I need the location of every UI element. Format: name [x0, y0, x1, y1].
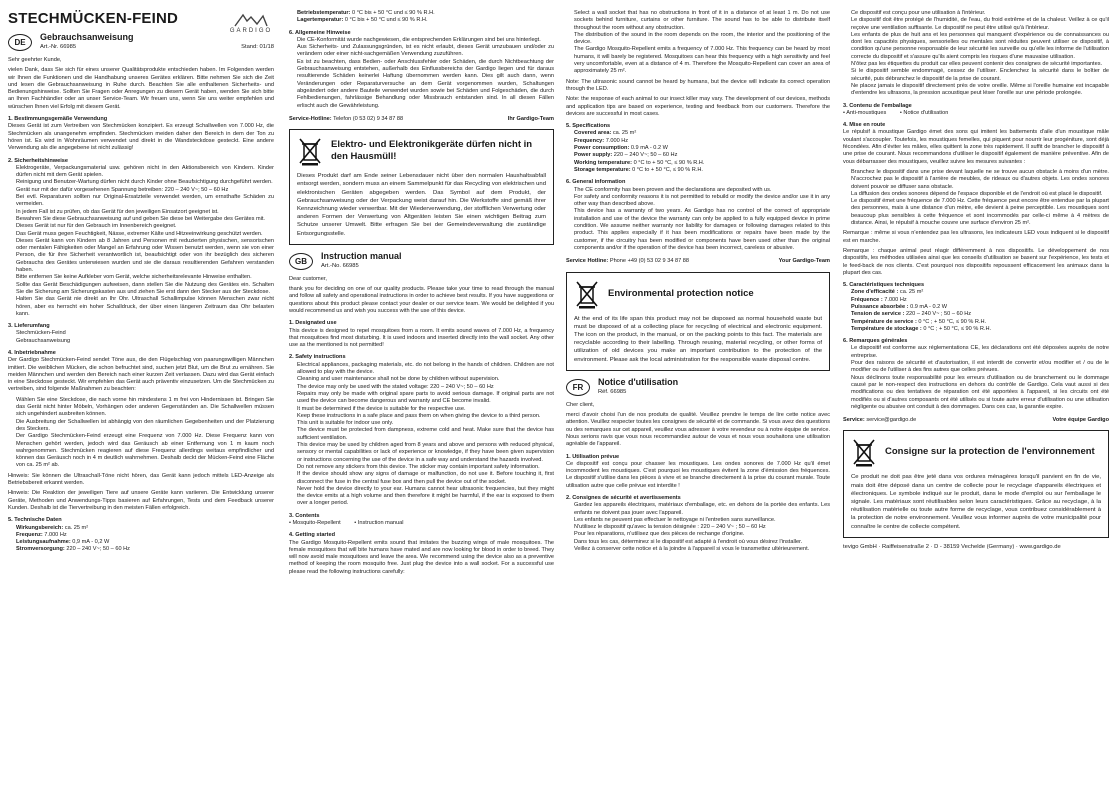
- fr-s1-text: Ce dispositif est conçu pour chasser les moustiques. Les ondes sonores de 7.000 Hz qu'il émet incommodent les moustiques. C'est pourquoi les moustiques évitent la zone d'émission des fréquences. Le dispositif s'utilise dans les pièces à vivre et se branche directement à la prise du courant murale. Toute utilisation autre que celle prévue est interdite !: [566, 460, 830, 489]
- spec-item: • Lagertemperatur: 0 °C bis + 50 °C und ≤ 90 % R.H.: [297, 17, 554, 24]
- gb-team: Your Gardigo-Team: [778, 258, 830, 265]
- list-item: • The device may only be used with the stated voltage: 220 – 240 V~; 50 – 60 Hz: [297, 384, 554, 391]
- list-item: • Keep these instructions in a safe place and pass them on when giving the device to a third person.: [297, 413, 554, 420]
- list-item: • Das Gerät muss gegen Feuchtigkeit, Nässe, extremer Kälte und Hitzeeinwirkung geschützt werden.: [16, 231, 274, 238]
- spec-item: • Tension de service : 220 – 240 V~ ; 50 – 60 Hz: [851, 311, 1109, 318]
- list-item: • This unit is suitable for indoor use only.: [297, 420, 554, 427]
- crossed-bin-icon: [297, 136, 323, 166]
- list-item: • Le dispositif est conforme aux réglementations CE, les déclarations ont été déposées auprès de notre entreprise.: [851, 345, 1109, 360]
- list-item: • Ne placez jamais le dispositif directement près de votre oreille. Même si l'oreille humaine est incapable d'entendre les ultrasons, la pression acoustique peut léser l'oreille sur une période prolongée.: [851, 83, 1109, 98]
- de-env-title: Elektro- und Elektronikgeräte dürfen nicht in den Hausmüll!: [331, 139, 533, 163]
- list-item: • Instruction manual: [354, 519, 404, 526]
- fr-greeting: Cher client,: [566, 401, 595, 408]
- gb-s5-title: 5. Specifications: [566, 123, 611, 130]
- spec-item: • Température de stockage : 0 °C ; + 50 °C, ≤ 90 % R.H.: [851, 326, 1109, 333]
- fr-s2-list: [566, 502, 830, 553]
- fr-s4-text: Le répulsif à moustique Gardigo émet des sons qui imitent les battements d'aile d'un moustique mâle voulant s'accoupler. Toutefois, les moustiques femelles, qui piquent pour nourrir leur progéniture, sont déjà fécondées. Afin d'éviter les mâles, elles quittent la zone très rapidement. Il suffit de brancher le dispositif à une prise de courant. Nous recommandons d'utiliser le dispositif également de manière préventive. Afin de vous débarrasser des moustiques, veuillez suivre les mesures suivantes :: [843, 129, 1109, 165]
- list-item: • Elektrogeräte, Verpackungsmaterial usw. gehören nicht in den Aktionsbereich von Kindern. Kinder dürfen nicht mit dem Gerät spielen.: [16, 165, 274, 180]
- list-item: • Die Ausbreitung der Schallwellen ist abhängig von den räumlichen Gegebenheiten und der Platzierung des Steckers.: [16, 419, 274, 434]
- de-s2-title: 2. Sicherheitshinweise: [8, 157, 69, 164]
- list-item: • If the device should show any signs of damage or malfunction, do not use it. Before touching it, first disconnect the fuse in the central fuse box and then pull the device out of the socket.: [297, 471, 554, 486]
- gb-art-nr: Art.-No. 66985: [321, 262, 359, 269]
- fr-s5-list: [843, 289, 1109, 333]
- fr-s1-title: 1. Utilisation prévue: [566, 453, 620, 460]
- logo-text: GARDIGO: [229, 28, 273, 34]
- list-item: • Halten Sie das Gerät nie direkt an Ihr Ohr. Ultraschall Schallimpulse können Menschen zwar nicht hören, aber es herrscht ein hoher Schalldruck, der über einen längeren Zeitraum das Ohr belasten kann.: [16, 296, 274, 318]
- de-s3-title: 3. Lieferumfang: [8, 323, 50, 330]
- list-item: • Cleaning and user maintenance shall not be done by children without supervision.: [297, 376, 554, 383]
- spec-item: • Puissance absorbée : 0.9 mA - 0.2 W: [851, 304, 1109, 311]
- gb-heading: Instruction manual: [321, 250, 402, 261]
- fr-env-text: Ce produit ne doit pas être jeté dans vos ordures ménagères lorsqu'il parvient en fin de vie, mais doit être déposé dans un centre de collecte pour le recyclage d'appareils électriques et électroniques. Le symbole indiqué sur le produit, dans le mode d'emploi ou sur l'emballage le signale. Les matériaux sont réutilisables selon leurs caractéristiques. Grâce au recyclage, à la réutilisation matérielle ou toute autre forme de recyclage, vous contribuez considérablement à la protection de notre environnement. Veuillez vous informer auprès de votre municipalité pour connaître le centre de collecte compétent.: [851, 474, 1101, 530]
- de-hotline: Service-Hotline: Telefon (0 53 02) 9 34 87 88 Ihr Gardigo-Team: [289, 115, 554, 122]
- gb-header: [289, 251, 554, 270]
- spec-item: • Wirkungsbereich: ca. 25 m²: [16, 525, 274, 532]
- gb-note-1: Note: The ultrasonic sound cannot be heard by humans, but the device will indicate its correct operation through the LED.: [566, 78, 830, 92]
- list-item: • The Gardigo Mosquito-Repellent emits a frequency of 7.000 Hz. This frequency can be heard by most humans, it will barely be registered. Mosquitoes can hear this frequency with a high sensitivity and feel very uncomfortable, even at a distance of 4 m. Therefore the Mosquito-Repellent can cover an area of approximately 25 m².: [574, 46, 830, 75]
- list-item: • Aus Sicherheits- und Zulassungsgründen, ist es nicht erlaubt, dieses Gerät umzubauen und/oder zu verändern oder einer nicht-sachgemäßen Verwendung zuzuführen.: [297, 44, 554, 59]
- lang-badge-fr: FR: [566, 379, 590, 396]
- gb-s2-title: 2. Safety instructions: [289, 354, 346, 361]
- fr-s6-list: [843, 345, 1109, 411]
- gb-s6-list: [566, 187, 830, 253]
- spec-item: • Frequenz: 7.000 Hz: [16, 532, 274, 539]
- spec-item: • Température de service : 0 °C ; + 50 °C, ≤ 90 % R.H.: [851, 319, 1109, 326]
- gb-s4-list: [566, 10, 830, 76]
- list-item: • Gerät nur mit der dafür vorgesehenen Spannung betreiben: 220 – 240 V~; 50 – 60 Hz: [16, 187, 274, 194]
- gb-s1-title: 1. Designated use: [289, 320, 337, 327]
- de-intro: vielen Dank, dass Sie sich für eines unserer Qualitätsprodukte entschieden haben. Im Folgenden werden wir Ihnen die Funktionen und die Handhabung unseres Gerätes erklären. Bitte nehmen Sie sich die Zeit und lesen die Gebrauchsanweisung in Ruhe durch. Beachten Sie alle enthaltenen Sicherheits- und Bedienungshinweise. Sollten Sie Fragen oder Anregungen zu diesem Gerät haben, wenden Sie sich bitte an Ihren Fachhändler oder an unser Service-Team. Wir freuen uns, wenn Sie uns weiter empfehlen und wünschen Ihnen viel Erfolg mit diesem Gerät.: [8, 67, 274, 110]
- de-s1-text: Dieses Gerät ist zum Vertreiben von Stechmücken konzipiert. Es erzeugt Schallwellen von 7.000 Hz, die Stechmücken als unangenehm empfinden. Stechmücken meiden daher den Bereich in dem der Ton zu hören ist. Es wird in Wohnräumen verwendet und direkt in die Wandsteckdose gesteckt. Eine andere Verwendung als die angegebene ist nicht zulässig!: [8, 123, 274, 152]
- crossed-bin-icon: [574, 279, 600, 309]
- gb-s1-text: This device is designed to repel mosquitoes from a room. It emits sound waves of 7.000 Hz, a frequency that mosquitoes find most disturbing. It is used indoors and inserted directly into the wall socket. Any other use as the mentioned is not permitted!: [289, 327, 554, 349]
- list-item: • N'ôtez pas les étiquettes du produit car elles peuvent contenir des consignes de sécurité importantes.: [851, 61, 1109, 68]
- gb-intro: thank you for deciding on one of our quality products. Please take your time to read through the manual and follow all safety and operational instructions in order to achieve best results. If you have suggestions or questions about this product please contact your dealer or our service team. We would be delighted if you would recommend us and wish you success with the use of this device.: [289, 286, 554, 314]
- list-item: • The device must be protected from dampness, extreme cold and heat. Make sure that the device has sufficient ventilation.: [297, 427, 554, 442]
- fr-s2-list-cont: [843, 10, 1109, 98]
- fr-intro: merci d'avoir choisi l'un de nos produits de qualité. Veuillez prendre le temps de lire cette notice avec attention. Veuillez respecter toutes les consignes de sécurité et de commande. Si vous avez des questions ou des remarques sur cet appareil, veuillez vous adresser à votre revendeur ou à notre équipe de service. Nous serions ravis que vous nous recommandiez autour de vous et nous vous souhaitons une utilisation agréable de l'appareil.: [566, 412, 830, 448]
- de-s3-list: [8, 330, 274, 345]
- spec-item: • Leistungsaufnahme: 0,9 mA - 0,2 W: [16, 539, 274, 546]
- list-item: • Nous déclinons toute responsabilité pour les erreurs d'utilisation ou de branchement ou le dommage causé par le non-respect des instructions en dehors du contrôle de Gardigo. Cela vaut aussi si des modifications ou des tentatives de réparation ont été apportées à l'appareil, si les circuits ont été modifiés ou si d'autres composants ont été utilisés ou si toute autre erreur d'utilisation ou une utilisation négligente ou abusive ont conduit à des dommages. Dans ces cas, la garantie expire.: [851, 375, 1109, 411]
- list-item: • This device has a warranty of two years. As Gardigo has no control of the correct of appropriate installation and use of the device the warranty can only be applied to a fully equipped device in prime condition. We assume neither warranty nor liability for damages or following damages related to this product. This applies especially if it has been modifications or repairs have been made by the customer, if the circuitry has been modified or components have been used other than the original components and/or if the operation of the device has been incorrect, careless or abusive.: [574, 208, 830, 252]
- fr-s5-title: 5. Caractéristiques techniques: [843, 282, 925, 289]
- de-s6-title: 6. Allgemeine Hinweise: [289, 29, 351, 36]
- spec-item: • Power supply: 220 – 240 V~; 50 – 60 Hz: [574, 152, 830, 159]
- fr-note-1: Remarque : même si vous n'entendez pas les ultrasons, les indicateurs LED vous indiquent si le dispositif est en marche.: [843, 230, 1109, 244]
- de-stand: Stand: 01/18: [241, 44, 274, 50]
- list-item: • Anti-moustiques: [843, 109, 887, 116]
- de-s4-list: [8, 397, 274, 470]
- list-item: • Sollte das Gerät Beschädigungen aufweisen, dann stellen Sie die Nutzung des Gerätes ein. Schalten Sie die Sicherung am Sicherungskasten aus und ziehen Sie erst dann den Stecker aus der Steckdose.: [16, 282, 274, 297]
- gb-greeting: Dear customer,: [289, 275, 327, 282]
- list-item: • Dans tous les cas, déterminez si le dispositif est adapté à l'endroit où vous désirez l'installer.: [574, 539, 830, 546]
- fr-note-2: Remarque : chaque animal peut réagir différemment à nos dispositifs. Le développement de nos dispositifs, les méthodes utilisées ainsi que les conseils d'utilisation se basent sur l'expérience, les tests et le feed-back de nos clients. C'est pourquoi nos dispositifs repoussent efficacement les animaux dans la plupart des cas.: [843, 247, 1109, 276]
- column-2: [289, 10, 554, 783]
- spec-item: • Power consumption: 0.9 mA - 0.2 W: [574, 145, 830, 152]
- product-title: STECHMÜCKEN-FEIND: [8, 10, 179, 27]
- de-s5-list-cont: [289, 10, 554, 25]
- spec-item: • Betriebstemperatur: 0 °C bis + 50 °C und ≤ 90 % R.H.: [297, 10, 554, 17]
- gb-s3-title: 3. Contents: [289, 512, 320, 519]
- list-item: • Gardez les appareils électriques, matériaux d'emballage, etc. en dehors de la portée des enfants. Les enfants ne doivent pas jouer avec l'appareil.: [574, 502, 830, 517]
- lang-badge-de: DE: [8, 34, 32, 51]
- fr-s2-title: 2. Consignes de sécurité et avertissements: [566, 494, 681, 501]
- spec-item: • Working temperature: 0 °C to + 50 °C, ≤ 90 % R.H.: [574, 160, 830, 167]
- de-s2-list: [8, 165, 274, 318]
- fr-team: Votre équipe Gardigo: [1052, 417, 1109, 424]
- de-art-nr: Art.-Nr. 66985: [40, 44, 77, 50]
- spec-item: • Fréquence : 7.000 Hz: [851, 297, 1109, 304]
- brand-logo: [226, 12, 274, 35]
- list-item: • Mosquito-Repellent: [289, 519, 341, 526]
- column-1: [8, 10, 274, 783]
- de-s4-text: Der Gardigo Stechmücken-Feind sendet Töne aus, die den Flügelschlag von paarungswilligen Männchen imitiert. Die weiblichen Mücken, die schon befruchtet sind, suchen jetzt Blut, um die Brut zu ernähren. Sie meiden Männchen und werden den Bereich nach einer kurzen Zeit verlassen. Dazu wird das Gerät einfach in eine Steckdose gesteckt. Wir empfehlen das Gerät auch präventiv einzusetzen. Um die Stechmücken zu vertreiben, sind folgende Maßnahmen zu beachten:: [8, 357, 274, 393]
- list-item: • Stechmücken-Feind: [16, 330, 274, 337]
- de-s5-list: [8, 525, 274, 554]
- list-item: • Si le dispositif semble endommagé, cessez de l'utiliser. Enclenchez la sécurité dans le boîtier de sécurité, puis débranchez le dispositif de la prise de courant.: [851, 68, 1109, 83]
- fr-s4-list: [843, 169, 1109, 227]
- spec-item: • Covered area: ca. 25 m²: [574, 130, 830, 137]
- spec-item: • Zone d'efficacité : ca. 25 m²: [851, 289, 1109, 296]
- gb-s5-list: [566, 130, 830, 174]
- de-env-text: Dieses Produkt darf am Ende seiner Lebensdauer nicht über den normalen Haushaltsabfall entsorgt werden, sondern muss an einem Sammelpunkt für das Recycling von elektrischen und elektronischen Geräten abgegeben werden. Das Symbol auf dem Produkt, der Gebrauchsanweisung oder der Verpackung weist darauf hin. Die Werkstoffe sind gemäß ihrer Kennzeichnung wieder verwertbar. Mit der Wiederverwendung, der stofflichen Verwertung oder anderen Formen der Verwertung von Altgeräten leisten Sie einen wichtigen Beitrag zum Schutze unserer Umwelt. Bitte erfragen Sie bei der Gemeindeverwaltung die zuständige Entsorgungsstelle.: [297, 173, 546, 237]
- fr-art-nr: Réf. 66985: [598, 388, 627, 395]
- list-item: • Dieses Gerät kann von Kindern ab 8 Jahren und Personen mit reduzierten physischen, sensorischen oder mentalen Fähigkeiten oder Mangel an Erfahrung oder Wissen benutzt werden, wenn sie von einer Person, die für ihre Sicherheit verantwortlich ist, beaufsichtigt oder von ihr bezüglich des sicheren Gebrauchs des Gerätes unterwiesen wurden und sie die daraus resultierenden Gefahren verstanden haben.: [16, 238, 274, 274]
- list-item: • In jedem Fall ist zu prüfen, ob das Gerät für den jeweiligen Einsatzort geeignet ist.: [16, 209, 274, 216]
- fr-env-title: Consigne sur la protection de l'environnement: [885, 446, 1095, 458]
- gb-env-box: [566, 272, 830, 371]
- gb-s6-title: 6. General information: [566, 179, 626, 186]
- gb-env-title: Environmental protection notice: [608, 287, 754, 299]
- list-item: • Veillez à conserver cette notice et à la joindre à l'appareil si vous le transmettez ultérieurement.: [574, 546, 830, 553]
- list-item: • Bewahren Sie diese Gebrauchsanweisung auf und geben Sie diese bei Weitergabe des Gerätes mit.: [16, 216, 274, 223]
- list-item: • Le dispositif émet une fréquence de 7.000 Hz. Cette fréquence peut encore être entendue par la plupart des personnes, mais à une distance d'un mètre, elle devient à peine perceptible. Les moustiques sont beaucoup plus sensibles à cette fréquence et sont incommodés par celle-ci même à 4 mètres de distance. Ainsi, le répulsif à mouche couvre une surface d'environ 25 m².: [851, 198, 1109, 227]
- gb-note-2: Note: the response of each animal to our insect killer may vary. The development of our devices, methods and application tips are based on experience, testing and feedback from our customers. Therefore the devices are successful in most cases.: [566, 96, 830, 117]
- fr-header: [566, 377, 830, 396]
- list-item: • N'utilisez le dispositif qu'avec la tension désignée : 220 – 240 V~ ; 50 – 60 Hz: [574, 524, 830, 531]
- list-item: • Pour des raisons de sécurité et d'autorisation, il est interdit de convertir et/ou modifier et / ou de le modifier ou de l'utiliser à des fins autres que celles prévues.: [851, 360, 1109, 375]
- list-item: • Pour les réparations, n'utilisez que des pièces de rechange d'origine.: [574, 531, 830, 538]
- list-item: • Wählen Sie eine Steckdose, die nach vorne hin mindestens 1 m frei von Hindernissen ist. Bringen Sie das Gerät nicht hinter Möbeln, Vorhängen oder anderen Gegenständen an. Die Schallwellen müssen sich ungehindert ausbreiten können.: [16, 397, 274, 419]
- crossed-bin-icon: [851, 437, 877, 467]
- fr-heading: Notice d'utilisation: [598, 376, 679, 387]
- gb-s4-text: The Gardigo Mosquito-Repellent emits sound that imitates the buzzing wings of male mosquitoes. The female mosquitoes that will bite humans have mated and are now looking for blood in order to breed. They will now avoid male mosquitoes and leave the area. We recommend using the device also as a preventive method of keeping the room mosquito free. Just plug the device into a wall socket. For a successful use please read the following instructions carefully:: [289, 539, 554, 575]
- fr-s3-title: 3. Contenu de l'emballage: [843, 102, 912, 109]
- list-item: • It must be determined if the device is suitable for the respective use.: [297, 406, 554, 413]
- list-item: • Es ist zu beachten, dass Bedien- oder Anschlussfehler oder Schäden, die durch Nichtbeachtung der Gebrauchsanweisung entstehen, außerhalb des Einflussbereichs der Gardigo liegen und für daraus resultierende Schäden keinerlei Haftung übernommen werden kann. Dies gilt auch dann, wenn Veränderungen oder Reparaturversuche an dem Gerät vorgenommen wurden, Schaltungen abgeändert oder andere Bauteile verwendet wurden sowie bei Schäden und Folgeschäden, die durch Fehlbedienungen, fahrlässige Behandlung oder Missbrauch entstanden sind. In all diesen Fällen erlischt auch die Gewährleistung.: [297, 59, 554, 110]
- fr-env-box: [843, 430, 1109, 537]
- list-item: • This device may be used by children aged from 8 years and above and persons with reduced physical, sensory or mental capabilities or lack of experience or knowledge, if they have been given supervision or instructions concerning the use of the device in a safe way and understand the hazards involved.: [297, 442, 554, 464]
- list-item: • Gebrauchsanweisung: [16, 338, 274, 345]
- de-s5-title: 5. Technische Daten: [8, 517, 62, 524]
- list-item: • The CE conformity has been proven and the declarations are deposited with us.: [574, 187, 830, 194]
- list-item: • Reinigung und Benutzer-Wartung dürfen nicht durch Kinder ohne Beaufsichtigung durchgeführt werden.: [16, 179, 274, 186]
- de-heading: Gebrauchsanweisung: [40, 32, 134, 42]
- list-item: • Le dispositif doit être protégé de l'humidité, de l'eau, du froid extrême et de la chaleur. Veillez à ce qu'il reçoive une ventilation suffisante. Le dispositif ne peut être utilisé qu'à l'intérieur.: [851, 17, 1109, 32]
- list-item: • Electrical appliances, packaging materials, etc. do not belong in the hands of children. Children are not allowed to play with the device.: [297, 362, 554, 377]
- list-item: • Der Gardigo Stechmücken-Feind erzeugt eine Frequenz von 7.000 Hz. Diese Frequenz kann von Menschen gehört werden, jedoch wird das Geräusch ab einer Entfernung von 1 m kaum noch wahrgenommen. Stechmücken reagieren auf diese Frequenz allerdings weitaus empfindlicher und können das Geräusch noch in 4 m deutlich wahrnehmen. Deshalb deckt der Mücken-Feind eine Fläche von ca. 25 m² ab.: [16, 433, 274, 469]
- list-item: • Ce dispositif est conçu pour une utilisation à l'intérieur.: [851, 10, 1109, 17]
- list-item: • Les enfants de plus de huit ans et les personnes qui manquent d'expérience ou de connaissances ou dont les capacités physiques, sensorielles ou mentales sont réduites peuvent utiliser ce dispositif, à condition qu'une personne responsable de leur sécurité les surveille ou qu'elle les informe de l'utilisation correcte du dispositif et s'assure qu'ils aient compris les risques d'une mauvaise utilisation.: [851, 32, 1109, 61]
- list-item: • Notice d'utilisation: [899, 109, 949, 116]
- list-item: • Bitte entfernen Sie keine Aufkleber vom Gerät, welche sicherheitsrelevante Hinweise enthalten.: [16, 274, 274, 281]
- list-item: • Do not remove any stickers from this device. The sticker may contain important safety information.: [297, 464, 554, 471]
- gb-s2-list: [289, 362, 554, 508]
- list-item: • The distribution of the sound in the room depends on the room, the interior and the positioning of the device.: [574, 32, 830, 47]
- de-s6-list: [289, 37, 554, 110]
- column-3: [566, 10, 830, 783]
- list-item: • Branchez le dispositif dans une prise devant laquelle ne se trouve aucun obstacle à moins d'un mètre. N'accrochez pas le dispositif à l'arrière de meubles, de rideaux ou d'autres objets. Les ondes sonores doivent pouvoir se diffuser sans obstacle.: [851, 169, 1109, 191]
- de-hint-2: Hinweis: Die Reaktion der jeweiligen Tiere auf unsere Geräte kann variieren. Die Entwicklung unserer Geräte, Methoden und Anwendungs-Tipps basieren auf Erfahrungen, Tests und dem Feedback unserer Kunden. Deshalb ist die Tiervertreibung in den meisten Fällen erfolgreich.: [8, 490, 274, 511]
- fr-hotline: Service: service@gardigo.de Votre équipe Gardigo: [843, 417, 1109, 424]
- gb-hotline: Service Hotline: Phone +49 (0) 53 02 9 34 87 88 Your Gardigo-Team: [566, 258, 830, 265]
- gb-env-text: At the end of its life span this product may not be disposed as normal household waste but must be disposed of at a collecting place for recycling of electrical and electronic equipment. The icon on the product, in the manual, or on the packing points to this fact. The materials are recyclable according to their labelling. Through reusing, material recycling, or other forms of utilization of old devices you make an important contribution to the protection of the environment. Please ask the local administration for the responsible waste disposal centre.: [574, 315, 822, 363]
- list-item: • For safety and conformity reasons it is not permitted to rebuild or modify the device and/or use it in any other way than described above.: [574, 194, 830, 209]
- lang-badge-gb: GB: [289, 253, 313, 270]
- de-s1-title: 1. Bestimmungsgemäße Verwendung: [8, 116, 108, 123]
- de-s4-title: 4. Inbetriebnahme: [8, 349, 56, 356]
- de-greeting: Sehr geehrter Kunde,: [8, 57, 62, 63]
- logo-icon: [233, 12, 269, 28]
- list-item: • Never hold the device directly to your ear. Humans cannot hear ultrasonic frequencies, but they might the device emits at a high volume and then therefore it might be harmful, if the ear is exposed to them over a longer period.: [297, 486, 554, 508]
- list-item: • La diffusion des ondes sonores dépend de l'espace disponible et de l'endroit où est placé le dispositif.: [851, 191, 1109, 198]
- list-item: • Die CE-Konformität wurde nachgewiesen, die entsprechenden Erklärungen sind bei uns hinterlegt.: [297, 37, 554, 44]
- gb-s4-title: 4. Getting started: [289, 532, 336, 539]
- de-env-box: [289, 129, 554, 245]
- spec-item: • Frequency: 7.000 Hz: [574, 138, 830, 145]
- list-item: • Repairs may only be made with original spare parts to avoid serious damage. If original parts are not used the device can become dangerous and warranty and CE become invalid.: [297, 391, 554, 406]
- de-team: Ihr Gardigo-Team: [507, 115, 554, 122]
- spec-item: • Storage temperature: 0 °C to + 50 °C, ≤ 90 % R.H.: [574, 167, 830, 174]
- de-hint-1: Hinweis: Sie können die Ultraschall-Töne nicht hören, das Gerät kann jedoch mittels LED-Anzeige als Betriebsbereit erkannt werden.: [8, 472, 274, 487]
- column-4: [843, 10, 1109, 783]
- fr-s4-title: 4. Mise en route: [843, 122, 886, 129]
- list-item: • Les enfants ne peuvent pas effectuer le nettoyage ni l'entretien sans surveillance.: [574, 517, 830, 524]
- fr-s6-title: 6. Remarques générales: [843, 338, 908, 345]
- company-footer: tevigo GmbH · Raiffeisenstraße 2 · D - 38159 Vechelde (Germany) · www.gardigo.de: [843, 543, 1061, 550]
- list-item: • Bei evtl. Reparaturen sollten nur Original-Ersatzteile verwendet werden, um ernsthafte Schäden zu vermeiden.: [16, 194, 274, 209]
- list-item: • Select a wall socket that has no obstructions in front of it in a distance of at least 1 m. Do not use sockets behind furniture, curtains or other furniture. The sound has to be able to distribute itself throughout the room without any obstruction.: [574, 10, 830, 32]
- list-item: • Dieses Gerät ist nur für den Gebrauch im Innenbereich geeignet.: [16, 223, 274, 230]
- spec-item: • Stromversorgung: 220 – 240 V~; 50 – 60 Hz: [16, 546, 274, 553]
